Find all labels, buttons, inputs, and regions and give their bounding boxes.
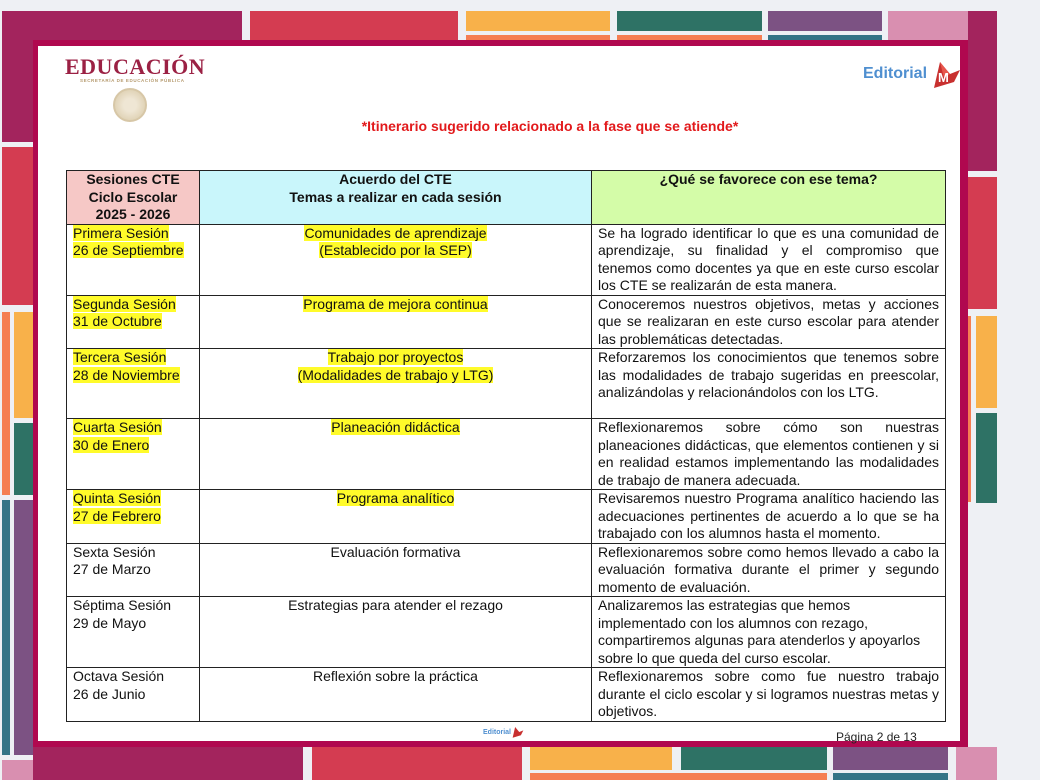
benefit-cell: Analizaremos las estrategias que hemos implementado con los alumnos con rezago, compartiremos algunas para atenderlos y apoyarlos sobre lo que queda del curso escolar.: [592, 597, 946, 668]
table-row: [67, 668, 946, 722]
header-benefit: ¿Qué se favorece con ese tema?: [592, 171, 946, 225]
table-row: [67, 295, 946, 349]
session-cell: Primera Sesión 26 de Septiembre: [67, 224, 200, 295]
document-title: *Itinerario sugerido relacionado a la fase que se atiende*: [361, 118, 739, 134]
session-cell: Octava Sesión 26 de Junio: [67, 668, 200, 722]
topic-cell: Planeación didáctica: [200, 419, 592, 490]
session-cell: Quinta Sesión 27 de Febrero: [67, 490, 200, 544]
benefit-cell: Reflexionaremos sobre como fue nuestro trabajo durante el ciclo escolar y si logramos nuestras metas y objetivos.: [592, 668, 946, 722]
topic-cell: Comunidades de aprendizaje (Establecido por la SEP): [200, 224, 592, 295]
footer-editorial-logo: [483, 725, 525, 739]
national-seal-icon: [113, 88, 147, 122]
topic-cell: Reflexión sobre la práctica: [200, 668, 592, 722]
table-row: [67, 543, 946, 597]
footer-logo-text: Editorial: [483, 728, 512, 736]
benefit-cell: Se ha logrado identificar lo que es una comunidad de aprendizaje, su finalidad y el compromiso que tenemos como docentes ya que en este curso escolar los CTE se realizarán de esta manera.: [592, 224, 946, 295]
topic-cell: Programa analítico: [200, 490, 592, 544]
table-row: [67, 419, 946, 490]
educacion-logo: EDUCACIÓN: [65, 54, 206, 79]
benefit-cell: Conoceremos nuestros objetivos, metas y acciones que se realizaran en este curso escolar para atender las problemáticas detectadas.: [592, 295, 946, 349]
table-row: [67, 349, 946, 419]
topic-cell: Evaluación formativa: [200, 543, 592, 597]
session-cell: Cuarta Sesión 30 de Enero: [67, 419, 200, 490]
topic-cell: Trabajo por proyectos (Modalidades de trabajo y LTG): [200, 349, 592, 419]
page-number: Página 2 de 13: [836, 730, 917, 744]
benefit-cell: Revisaremos nuestro Programa analítico haciendo las adecuaciones pertinentes de acuerdo a lo que se ha trabajado con los alumnos hasta el momento.: [592, 490, 946, 544]
session-cell: Tercera Sesión 28 de Noviembre: [67, 349, 200, 419]
topic-cell: Programa de mejora continua: [200, 295, 592, 349]
footer-md-logo-icon: [511, 725, 525, 739]
benefit-cell: Reflexionaremos sobre cómo son nuestras planeaciones didácticas, que elementos contienen y si en realidad estamos implementando las modalidades de trabajo de manera adecuada.: [592, 419, 946, 490]
table-header-row: [67, 171, 946, 225]
session-cell: Sexta Sesión 27 de Marzo: [67, 543, 200, 597]
header-agreement: Acuerdo del CTE Temas a realizar en cada sesión: [200, 171, 592, 225]
session-cell: Séptima Sesión 29 de Mayo: [67, 597, 200, 668]
benefit-cell: Reforzaremos los conocimientos que tenemos sobre las modalidades de trabajo sugeridas en preescolar, analizándolas y relacionándolos con los LTG.: [592, 349, 946, 419]
header-sessions: Sesiones CTE Ciclo Escolar 2025 - 2026: [67, 171, 200, 225]
svg-text:M: M: [938, 70, 949, 85]
cte-sessions-table: [66, 170, 946, 722]
session-cell: Segunda Sesión 31 de Octubre: [67, 295, 200, 349]
table-row: [67, 490, 946, 544]
topic-cell: Estrategias para atender el rezago: [200, 597, 592, 668]
md-logo-icon: [930, 58, 964, 90]
sep-subtitle: SECRETARÍA DE EDUCACIÓN PÚBLICA: [80, 78, 185, 83]
table-row: [67, 224, 946, 295]
editorial-md-logo: [863, 58, 964, 90]
editorial-logo-text: Editorial: [863, 65, 928, 82]
table-row: [67, 597, 946, 668]
benefit-cell: Reflexionaremos sobre como hemos llevado a cabo la evaluación formativa durante el primer y segundo momento de evaluación.: [592, 543, 946, 597]
